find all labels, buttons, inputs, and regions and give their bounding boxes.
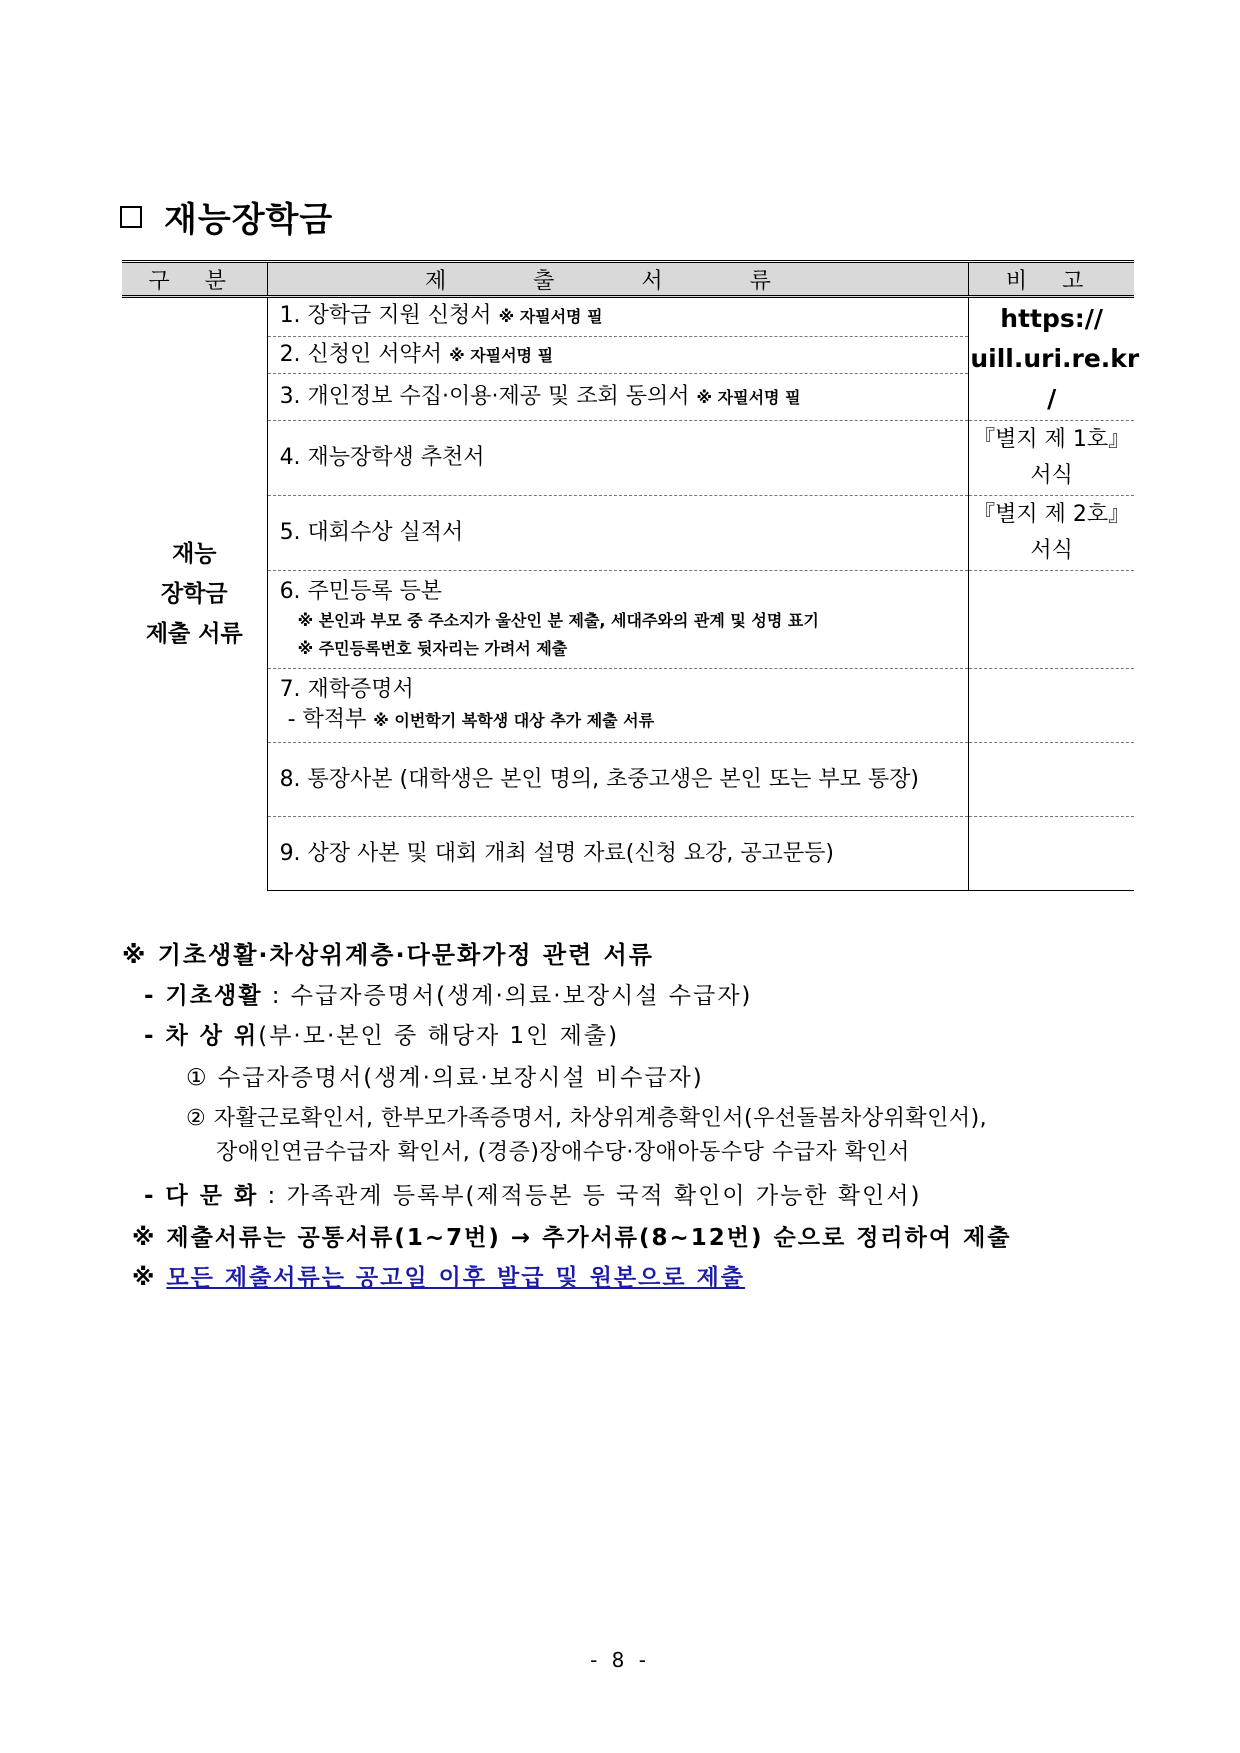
- note-near-text: (부·모·본인 중 해당자 1인 제출): [258, 1023, 620, 1049]
- note-original: [132, 1259, 745, 1292]
- table-row: [122, 297, 1134, 337]
- remark-form2: [969, 496, 1134, 571]
- table-row: [122, 817, 1134, 891]
- note-multi-text: : 가족관계 등록부(제적등본 등 국적 확인이 가능한 확인서): [258, 1183, 922, 1209]
- notes-heading: ※ 기초생활·차상위계층·다문화가정 관련 서류: [122, 941, 654, 969]
- doc-item-text: 8. 통장사본 (대학생은 본인 명의, 초중고생은 본인 또는 부모 통장): [279, 766, 919, 792]
- category-line: 재능: [172, 541, 217, 568]
- note-near-item: ② 자활근로확인서, 한부모가족증명서, 차상위계층확인서(우선돌봄차상위확인서),: [186, 1106, 988, 1131]
- remark-line: 서식: [1030, 463, 1073, 488]
- doc-item-text: 7. 재학증명서: [279, 677, 414, 702]
- doc-item: [267, 817, 969, 891]
- remark-empty: [969, 571, 1134, 669]
- table-row: [122, 571, 1134, 669]
- remark-form1: [969, 421, 1134, 496]
- doc-item: [267, 496, 969, 571]
- note-near-item-cont: 장애인연금수급자 확인서, (경증)장애수당·장애아동수당 수급자 확인서: [216, 1140, 910, 1165]
- note-basic-label: - 기초생활: [144, 983, 263, 1009]
- section-title: [120, 192, 333, 241]
- note-near-label: - 차 상 위: [144, 1023, 259, 1049]
- remark-line: 『별지 제 1호』: [973, 427, 1131, 452]
- note-original-text: 모든 제출서류는 공고일 이후 발급 및 원본으로 제출: [166, 1265, 746, 1291]
- category-line: 장학금: [160, 581, 228, 608]
- doc-item: [267, 374, 969, 421]
- remark-line: 『별지 제 2호』: [973, 502, 1131, 527]
- doc-item-text: 9. 상장 사본 및 대회 개최 설명 자료(신청 요강, 공고문등): [279, 840, 834, 866]
- doc-item-text: 3. 개인정보 수집·이용·제공 및 조회 동의서: [279, 383, 690, 409]
- note-multi-label: - 다 문 화: [144, 1183, 259, 1209]
- remark-empty: [969, 817, 1134, 891]
- doc-item-text: 1. 장학금 지원 신청서: [279, 303, 492, 329]
- section-title-text: 재능장학금: [164, 200, 334, 240]
- doc-item-text: 2. 신청인 서약서: [279, 341, 443, 367]
- note-multi: [144, 1177, 921, 1210]
- doc-item: [267, 297, 969, 337]
- remark-link-line: uill.uri.re.kr: [970, 344, 1140, 373]
- header-category: 구 분: [122, 262, 267, 297]
- remark-line: 서식: [1030, 538, 1073, 563]
- doc-item-text: 4. 재능장학생 추천서: [279, 445, 485, 470]
- doc-item: [267, 571, 969, 669]
- note-basic: [144, 977, 752, 1010]
- note-near-item: ① 수급자증명서(생계·의료·보장시설 비수급자): [186, 1065, 704, 1091]
- doc-item-note: ※ 본인과 부모 중 주소지가 울산인 분 제출, 세대주와의 관계 및 성명 표기: [297, 610, 819, 630]
- header-documents: 제 출 서 류: [267, 262, 969, 297]
- doc-item: [267, 421, 969, 496]
- note-basic-text: : 수급자증명서(생계·의료·보장시설 수급자): [262, 983, 753, 1009]
- doc-item: [267, 743, 969, 817]
- category-line: 제출 서류: [145, 621, 243, 648]
- documents-table: [122, 260, 1140, 891]
- checkbox-icon: [120, 206, 142, 228]
- doc-item-sub: ※ 자필서명 필: [449, 345, 554, 365]
- doc-item-sub: ※ 자필서명 필: [696, 387, 801, 407]
- table-row: [122, 421, 1134, 496]
- remark-link-line: https://: [1000, 304, 1104, 333]
- remark-link[interactable]: [969, 297, 1140, 421]
- doc-item-sub: ※ 자필서명 필: [498, 307, 603, 327]
- doc-item-line2: - 학적부: [287, 707, 367, 732]
- table-header-row: [122, 262, 1134, 297]
- page-number: - 8 -: [590, 1648, 650, 1672]
- table-row: [122, 669, 1134, 743]
- header-remarks: 비 고: [969, 262, 1134, 297]
- remark-empty: [969, 743, 1134, 817]
- table-row: [122, 496, 1134, 571]
- doc-item-note: ※ 주민등록번호 뒷자리는 가려서 제출: [297, 638, 568, 658]
- doc-item: [267, 669, 969, 743]
- remark-link-line: /: [1047, 384, 1057, 413]
- doc-item: [267, 336, 969, 374]
- note-original-mark: ※: [132, 1265, 157, 1291]
- table-row: [122, 743, 1134, 817]
- note-near: [144, 1017, 619, 1050]
- doc-item-sub: ※ 이번학기 복학생 대상 추가 제출 서류: [373, 711, 655, 730]
- doc-item-text: 5. 대회수상 실적서: [279, 520, 464, 545]
- category-cell: [122, 297, 267, 891]
- remark-empty: [969, 669, 1134, 743]
- note-order: ※ 제출서류는 공통서류(1~7번) → 추가서류(8~12번) 순으로 정리하여 제출: [132, 1225, 1012, 1251]
- doc-item-text: 6. 주민등록 등본: [279, 578, 443, 604]
